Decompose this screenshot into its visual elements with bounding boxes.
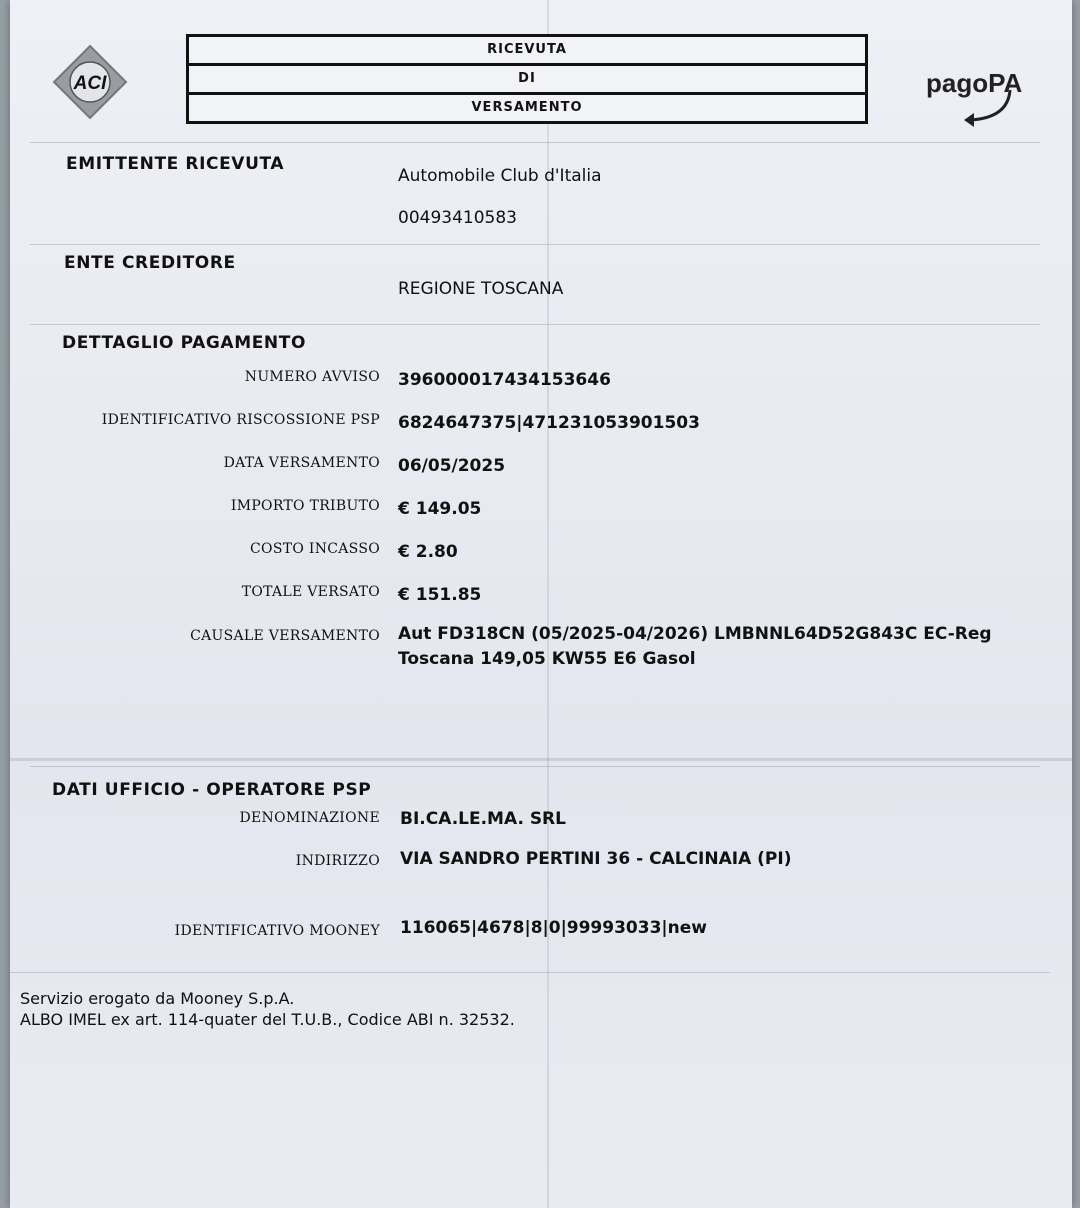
dettaglio-title: DETTAGLIO PAGAMENTO [62,333,306,353]
aci-logo-text: ACI [73,73,107,94]
denominazione-value: BI.CA.LE.MA. SRL [400,809,566,829]
ente-title: ENTE CREDITORE [64,253,236,273]
identificativo-mooney-value: 116065|4678|8|0|99993033|new [400,918,707,938]
indirizzo-value: VIA SANDRO PERTINI 36 - CALCINAIA (PI) [400,849,792,869]
causale-label: CAUSALE VERSAMENTO [190,628,380,644]
emittente-name: Automobile Club d'Italia [398,166,602,186]
emittente-title: EMITTENTE RICEVUTA [66,154,285,174]
data-versamento-label: DATA VERSAMENTO [223,455,380,471]
importo-tributo-value: € 149.05 [398,499,482,519]
divider [10,972,1050,973]
pagopa-logo [922,60,1032,130]
importo-tributo-label: IMPORTO TRIBUTO [230,498,380,514]
aci-logo [50,42,130,122]
receipt-title [186,34,866,138]
title-line-1: RICEVUTA [186,34,868,66]
numero-avviso-value: 396000017434153646 [398,370,611,390]
title-line-2: DI [186,63,868,95]
costo-incasso-value: € 2.80 [398,542,458,562]
divider [30,142,1040,143]
denominazione-label: DENOMINAZIONE [239,810,380,826]
footer-text [20,988,515,1030]
pagopa-logo-text: pagoPA [926,68,1023,98]
ufficio-title: DATI UFFICIO - OPERATORE PSP [52,780,372,800]
emittente-code: 00493410583 [398,208,517,228]
divider [30,766,1040,767]
totale-versato-label: TOTALE VERSATO [241,584,380,600]
causale-value: Aut FD318CN (05/2025-04/2026) LMBNNL64D52G843C EC-Reg Toscana 149,05 KW55 E6 Gasol [398,624,992,669]
title-line-3: VERSAMENTO [186,92,868,124]
totale-versato-value: € 151.85 [398,585,482,605]
ente-name: REGIONE TOSCANA [398,279,564,299]
data-versamento-value: 06/05/2025 [398,456,506,476]
costo-incasso-label: COSTO INCASSO [250,541,380,557]
footer-line-1: Servizio erogato da Mooney S.p.A. [20,989,295,1008]
indirizzo-label: INDIRIZZO [295,853,380,869]
footer-line-2: ALBO IMEL ex art. 114-quater del T.U.B., Codice ABI n. 32532. [20,1010,515,1029]
identificativo-psp-label: IDENTIFICATIVO RISCOSSIONE PSP [101,412,380,428]
identificativo-mooney-label: IDENTIFICATIVO MOONEY [174,923,380,939]
divider [30,244,1040,245]
receipt-paper [10,0,1072,1208]
identificativo-psp-value: 6824647375|471231053901503 [398,413,700,433]
divider [30,324,1040,325]
fold-line-horizontal [10,758,1072,761]
numero-avviso-label: NUMERO AVVISO [244,369,380,385]
